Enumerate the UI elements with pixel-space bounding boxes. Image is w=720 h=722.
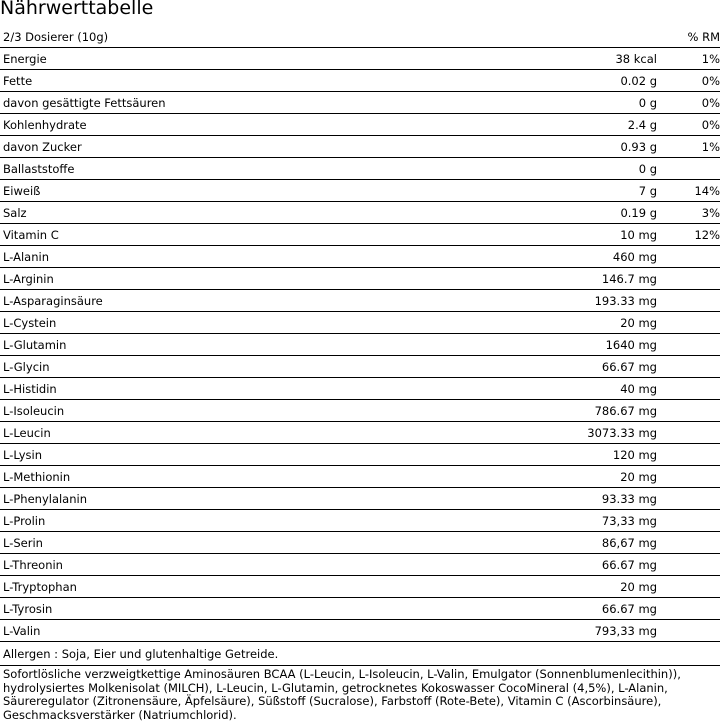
nutrient-name: L-Tryptophan — [0, 576, 480, 598]
table-header-row — [0, 26, 720, 48]
table-row — [0, 510, 720, 532]
nutrient-amount: 0.93 g — [480, 136, 660, 158]
nutrient-rm: 12% — [660, 224, 720, 246]
nutrient-rm: 0% — [660, 92, 720, 114]
table-row — [0, 422, 720, 444]
allergen-note: Allergen : Soja, Eier und glutenhaltige Getreide. — [3, 647, 279, 661]
nutrient-rm: 1% — [660, 48, 720, 70]
nutrient-name: L-Glutamin — [0, 334, 480, 356]
nutrient-name: L-Cystein — [0, 312, 480, 334]
nutrient-rm: 0% — [660, 114, 720, 136]
nutrient-amount: 793,33 mg — [480, 620, 660, 642]
nutrient-name: Eiweiß — [0, 180, 480, 202]
nutrient-name: L-Prolin — [0, 510, 480, 532]
nutrient-rm — [660, 356, 720, 378]
nutrient-name: L-Asparaginsäure — [0, 290, 480, 312]
nutrient-name: Salz — [0, 202, 480, 224]
table-row — [0, 92, 720, 114]
nutrient-rm — [660, 400, 720, 422]
nutrient-amount: 93.33 mg — [480, 488, 660, 510]
nutrient-amount: 193.33 mg — [480, 290, 660, 312]
table-row — [0, 70, 720, 92]
table-row — [0, 532, 720, 554]
nutrient-name: L-Lysin — [0, 444, 480, 466]
nutrient-rm — [660, 246, 720, 268]
nutrient-rm — [660, 290, 720, 312]
table-row — [0, 114, 720, 136]
nutrient-rm: 14% — [660, 180, 720, 202]
nutrient-name: davon Zucker — [0, 136, 480, 158]
table-row — [0, 466, 720, 488]
rm-header: % RM — [660, 26, 720, 48]
nutrient-rm — [660, 576, 720, 598]
nutrient-rm — [660, 422, 720, 444]
nutrient-name: Ballaststoffe — [0, 158, 480, 180]
nutrient-rm — [660, 268, 720, 290]
nutrient-amount: 66.67 mg — [480, 554, 660, 576]
nutrient-rm — [660, 532, 720, 554]
nutrient-amount: 86,67 mg — [480, 532, 660, 554]
nutrient-amount: 73,33 mg — [480, 510, 660, 532]
nutrient-amount: 66.67 mg — [480, 356, 660, 378]
table-row — [0, 158, 720, 180]
nutrient-rm — [660, 158, 720, 180]
nutrient-amount: 7 g — [480, 180, 660, 202]
table-row — [0, 180, 720, 202]
nutrient-rm: 1% — [660, 136, 720, 158]
nutrient-rm — [660, 378, 720, 400]
nutrient-rm: 3% — [660, 202, 720, 224]
nutrient-amount: 66.67 mg — [480, 598, 660, 620]
page-title: Nährwerttabelle — [0, 0, 154, 19]
nutrient-name: Kohlenhydrate — [0, 114, 480, 136]
nutrient-amount: 20 mg — [480, 312, 660, 334]
nutrient-amount: 10 mg — [480, 224, 660, 246]
nutrient-name: L-Isoleucin — [0, 400, 480, 422]
nutrient-name: L-Tyrosin — [0, 598, 480, 620]
nutrient-name: L-Glycin — [0, 356, 480, 378]
nutrient-rm — [660, 598, 720, 620]
nutrient-name: L-Threonin — [0, 554, 480, 576]
table-row — [0, 598, 720, 620]
table-row — [0, 400, 720, 422]
nutrient-rm — [660, 510, 720, 532]
nutrient-rm: 0% — [660, 70, 720, 92]
nutrition-table — [0, 26, 720, 642]
nutrient-name: L-Valin — [0, 620, 480, 642]
nutrient-amount: 0 g — [480, 92, 660, 114]
table-row — [0, 246, 720, 268]
nutrient-name: L-Phenylalanin — [0, 488, 480, 510]
nutrient-amount: 2.4 g — [480, 114, 660, 136]
nutrient-name: Energie — [0, 48, 480, 70]
ingredients-text: Sofortlösliche verzweigtkettige Aminosäuren BCAA (L-Leucin, L-Isoleucin, L-Valin, Emulgator (Sonnenblumenlecithin)), hydrolysiertes Molkenisolat (MILCH), L-Leucin, L-Glutamin, getrocknetes Kokoswasser CocoMineral (4,5%), L-Alanin, Säureregulator (Zitronensäure, Äpfelsäure), Süßstoff (Sucralose), Farbstoff (Rote-Bete), Vitamin C (Ascorbinsäure), Geschmacksverstärker (Natriumchlorid). — [3, 667, 681, 722]
nutrient-amount: 120 mg — [480, 444, 660, 466]
table-row — [0, 136, 720, 158]
nutrient-amount: 786.67 mg — [480, 400, 660, 422]
table-row — [0, 48, 720, 70]
table-row — [0, 576, 720, 598]
nutrient-amount: 0.19 g — [480, 202, 660, 224]
nutrient-name: L-Methionin — [0, 466, 480, 488]
nutrient-name: L-Leucin — [0, 422, 480, 444]
nutrient-rm — [660, 620, 720, 642]
nutrient-amount: 0 g — [480, 158, 660, 180]
table-row — [0, 356, 720, 378]
nutrient-amount: 0.02 g — [480, 70, 660, 92]
nutrient-rm — [660, 444, 720, 466]
nutrient-name: L-Arginin — [0, 268, 480, 290]
amount-header — [480, 26, 660, 48]
nutrient-amount: 146.7 mg — [480, 268, 660, 290]
nutrient-amount: 3073.33 mg — [480, 422, 660, 444]
nutrient-name: L-Histidin — [0, 378, 480, 400]
table-row — [0, 378, 720, 400]
table-row — [0, 290, 720, 312]
nutrient-amount: 460 mg — [480, 246, 660, 268]
table-row — [0, 488, 720, 510]
table-row — [0, 224, 720, 246]
section-divider — [0, 665, 720, 666]
nutrient-amount: 40 mg — [480, 378, 660, 400]
nutrient-name: L-Alanin — [0, 246, 480, 268]
table-row — [0, 444, 720, 466]
nutrient-rm — [660, 312, 720, 334]
nutrient-name: davon gesättigte Fettsäuren — [0, 92, 480, 114]
table-row — [0, 268, 720, 290]
nutrient-rm — [660, 334, 720, 356]
portion-header: 2/3 Dosierer (10g) — [0, 26, 480, 48]
nutrient-name: L-Serin — [0, 532, 480, 554]
nutrient-rm — [660, 554, 720, 576]
nutrient-name: Fette — [0, 70, 480, 92]
nutrient-amount: 20 mg — [480, 466, 660, 488]
table-row — [0, 620, 720, 642]
nutrient-amount: 1640 mg — [480, 334, 660, 356]
nutrient-rm — [660, 466, 720, 488]
table-row — [0, 554, 720, 576]
nutrient-rm — [660, 488, 720, 510]
table-row — [0, 334, 720, 356]
nutrient-amount: 38 kcal — [480, 48, 660, 70]
nutrient-name: Vitamin C — [0, 224, 480, 246]
table-row — [0, 312, 720, 334]
table-row — [0, 202, 720, 224]
nutrient-amount: 20 mg — [480, 576, 660, 598]
